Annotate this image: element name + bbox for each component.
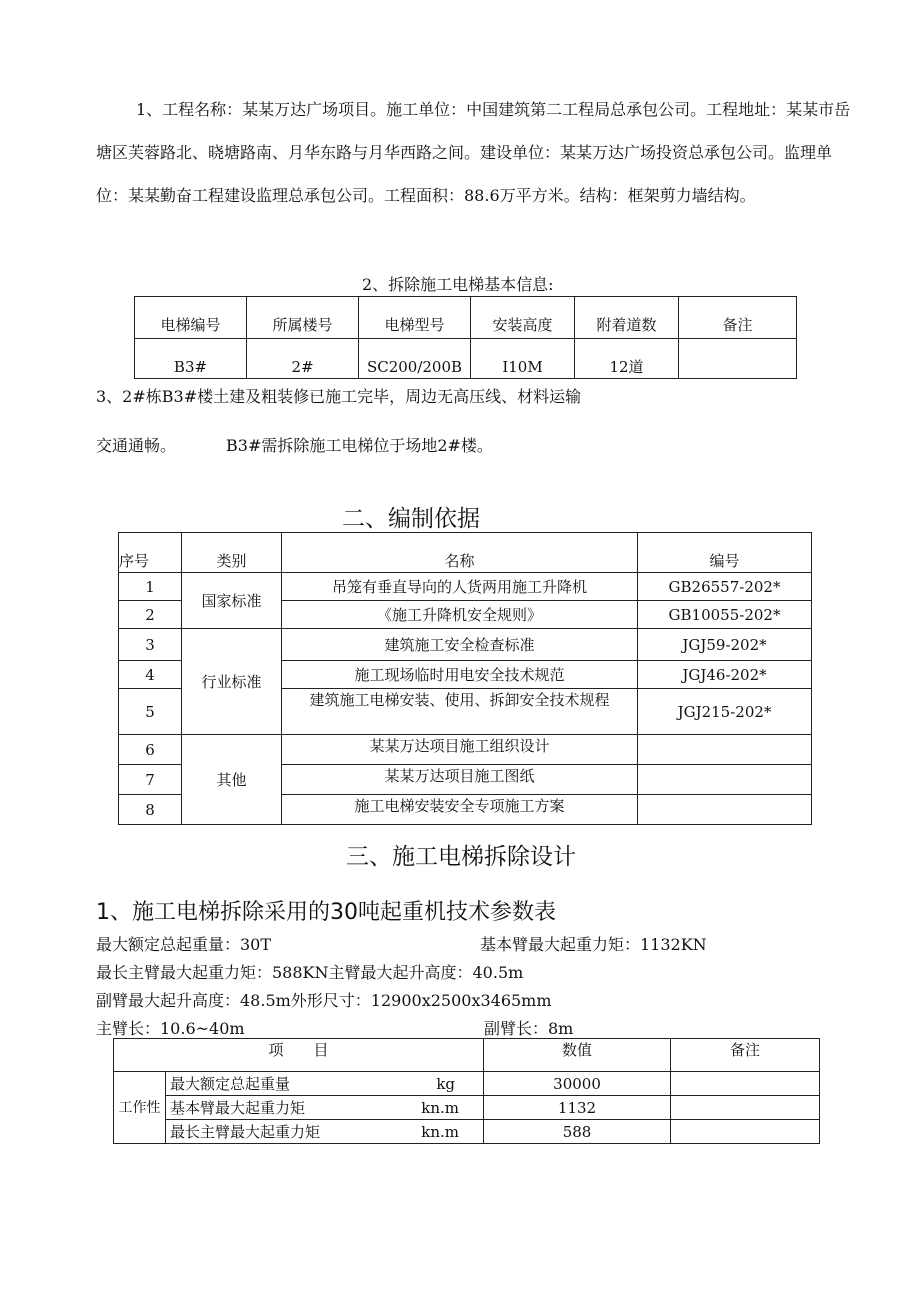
header-cell: 电梯型号 bbox=[359, 297, 471, 339]
height-cell: I10M bbox=[471, 339, 575, 379]
table-row bbox=[119, 629, 812, 661]
category-cell: 国家标准 bbox=[182, 573, 282, 629]
table-row bbox=[114, 1096, 820, 1120]
row-code bbox=[638, 735, 812, 765]
row-name: 吊笼有垂直导向的人货两用施工升降机 bbox=[282, 573, 638, 601]
row-name: 建筑施工安全检查标准 bbox=[282, 629, 638, 661]
crane-header-row bbox=[114, 1039, 820, 1072]
category-cell: 行业标准 bbox=[182, 629, 282, 735]
crane-params-table bbox=[113, 1038, 820, 1144]
row-name-cell bbox=[166, 1096, 484, 1120]
basis-table bbox=[118, 532, 812, 825]
building-cell: 2# bbox=[247, 339, 359, 379]
row-note bbox=[671, 1072, 820, 1096]
basis-header-row bbox=[119, 533, 812, 573]
header-cell: 备注 bbox=[679, 297, 797, 339]
row-value: 1132 bbox=[484, 1096, 671, 1120]
table-row bbox=[119, 573, 812, 601]
category-cell: 其他 bbox=[182, 735, 282, 825]
row-no: 2 bbox=[119, 601, 182, 629]
note-cell bbox=[679, 339, 797, 379]
section3-title: 三、施工电梯拆除设计 bbox=[346, 844, 576, 870]
row-name: 《施工升降机安全规则》 bbox=[282, 601, 638, 629]
header-cell: 电梯编号 bbox=[135, 297, 247, 339]
row-code bbox=[638, 765, 812, 795]
crane-params-subtitle: 1、施工电梯拆除采用的30吨起重机技术参数表 bbox=[96, 900, 556, 925]
row-name: 某某万达项目施工图纸 bbox=[282, 765, 638, 795]
section2-title: 二、编制依据 bbox=[342, 506, 480, 532]
row-name-cell bbox=[166, 1120, 484, 1144]
row-code bbox=[638, 795, 812, 825]
table-row bbox=[114, 1120, 820, 1144]
row-code: JGJ46-202* bbox=[638, 661, 812, 689]
row-code: JGJ215-202* bbox=[638, 689, 812, 735]
row-value: 588 bbox=[484, 1120, 671, 1144]
param-long-moment: 最长主臂最大起重力矩：588KN主臂最大起升高度：40.5m bbox=[96, 963, 524, 982]
param-jib-height: 副臂最大起升高度：48.5m外形尺寸：12900x2500x3465mm bbox=[96, 991, 552, 1010]
row-no: 7 bbox=[119, 765, 182, 795]
row-code: JGJ59-202* bbox=[638, 629, 812, 661]
row-unit: kg bbox=[436, 1074, 456, 1093]
elevator-header-row bbox=[135, 297, 797, 339]
row-code: GB10055-202* bbox=[638, 601, 812, 629]
row-name: 施工电梯安装安全专项施工方案 bbox=[282, 795, 638, 825]
attach-cell: 12道 bbox=[575, 339, 679, 379]
item3-line2b: B3#需拆除施工电梯位于场地2#楼。 bbox=[226, 436, 493, 455]
row-name: 施工现场临时用电安全技术规范 bbox=[282, 661, 638, 689]
elevator-data-row bbox=[135, 339, 797, 379]
row-unit: kn.m bbox=[421, 1122, 460, 1141]
row-no: 1 bbox=[119, 573, 182, 601]
row-name-cell bbox=[166, 1072, 484, 1096]
row-no: 8 bbox=[119, 795, 182, 825]
elevator-info-caption: 2、拆除施工电梯基本信息: bbox=[362, 275, 554, 294]
param-max-load: 最大额定总起重量：30T bbox=[96, 935, 272, 954]
header-cell: 所属楼号 bbox=[247, 297, 359, 339]
header-cell: 安装高度 bbox=[471, 297, 575, 339]
header-name: 名称 bbox=[282, 533, 638, 573]
row-name: 最大额定总起重量 bbox=[170, 1074, 291, 1093]
header-category: 类别 bbox=[182, 533, 282, 573]
row-unit: kn.m bbox=[421, 1098, 460, 1117]
row-no: 6 bbox=[119, 735, 182, 765]
param-main-boom: 主臂长：10.6~40m bbox=[96, 1019, 245, 1038]
row-no: 3 bbox=[119, 629, 182, 661]
intro-paragraph bbox=[96, 88, 856, 217]
row-name: 建筑施工电梯安装、使用、拆卸安全技术规程 bbox=[282, 689, 638, 735]
model-cell: SC200/200B bbox=[359, 339, 471, 379]
row-name: 最长主臂最大起重力矩 bbox=[170, 1122, 321, 1141]
param-jib-length: 副臂长：8m bbox=[484, 1019, 574, 1038]
header-value: 数值 bbox=[484, 1039, 671, 1072]
table-row bbox=[114, 1072, 820, 1096]
row-code: GB26557-202* bbox=[638, 573, 812, 601]
row-no: 4 bbox=[119, 661, 182, 689]
param-base-moment: 基本臂最大起重力矩：1132KN bbox=[480, 935, 707, 954]
elevator-info-table bbox=[134, 296, 797, 379]
row-note bbox=[671, 1096, 820, 1120]
elevator-no-cell: B3# bbox=[135, 339, 247, 379]
header-cell: 附着道数 bbox=[575, 297, 679, 339]
intro-text: 1、工程名称：某某万达广场项目。施工单位：中国建筑第二工程局总承包公司。工程地址：某某市岳塘区芙蓉路北、晓塘路南、月华东路与月华西路之间。建设单位：某某万达广场投资总承包公司。监理单位：某某勤奋工程建设监理总承包公司。工程面积：88.6万平方米。结构：框架剪力墙结构。 bbox=[96, 100, 851, 205]
row-name: 某某万达项目施工组织设计 bbox=[282, 735, 638, 765]
row-value: 30000 bbox=[484, 1072, 671, 1096]
item3-line1: 3、2#栋B3#楼土建及粗装修已施工完毕，周边无高压线、材料运输 bbox=[96, 387, 582, 406]
table-row bbox=[119, 735, 812, 765]
header-item: 项 目 bbox=[114, 1039, 484, 1072]
header-no: 序号 bbox=[119, 533, 182, 573]
row-no: 5 bbox=[119, 689, 182, 735]
item3-line2a: 交通通畅。 bbox=[96, 436, 177, 455]
row-name: 基本臂最大起重力矩 bbox=[170, 1098, 306, 1117]
header-note: 备注 bbox=[671, 1039, 820, 1072]
header-code: 编号 bbox=[638, 533, 812, 573]
row-note bbox=[671, 1120, 820, 1144]
group-label: 工作性 bbox=[114, 1072, 166, 1144]
